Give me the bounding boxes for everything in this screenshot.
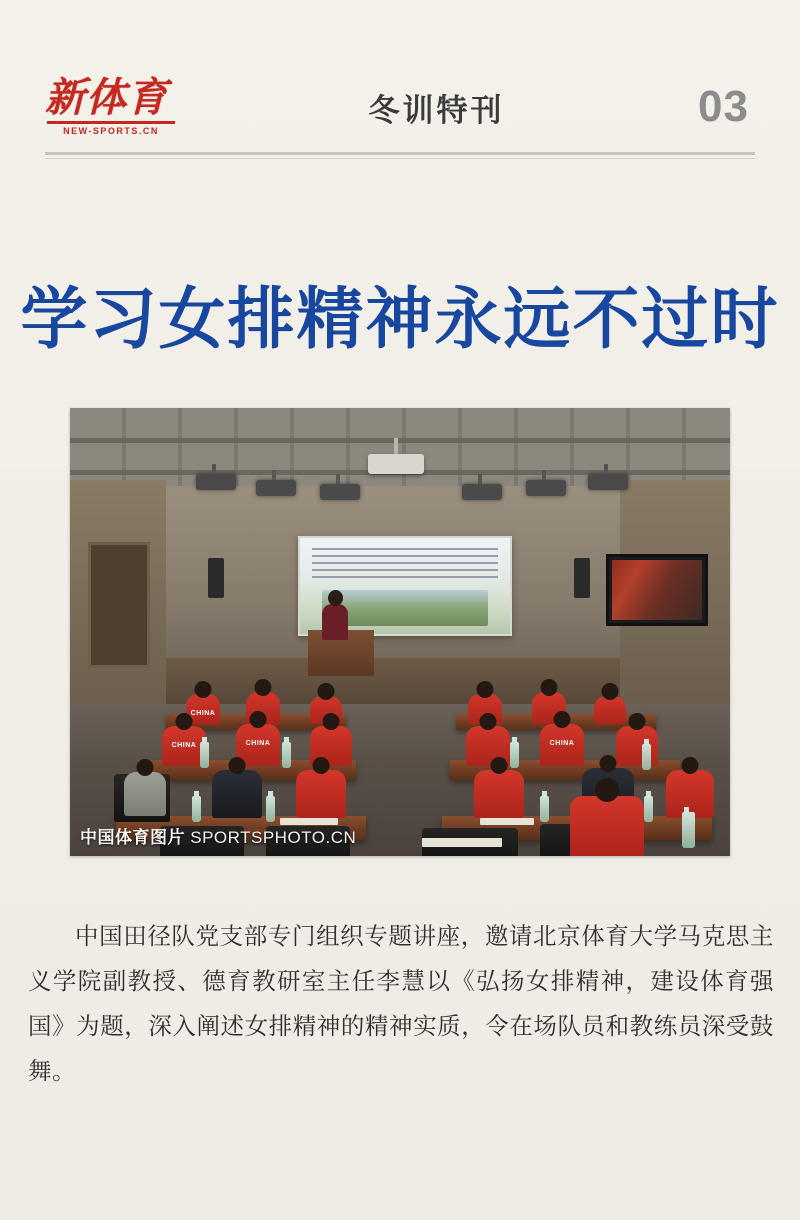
attendee-head bbox=[250, 711, 267, 728]
attendee bbox=[296, 770, 346, 818]
presenter-head bbox=[328, 590, 343, 606]
photo-credit bbox=[80, 823, 356, 848]
wall-monitor bbox=[606, 554, 708, 626]
attendee-head bbox=[176, 713, 193, 730]
article-body: 中国田径队党支部专门组织专题讲座，邀请北京体育大学马克思主义学院副教授、德育教研室主任李慧以《弘扬女排精神，建设体育强国》为题，深入阐述女排精神的精神实质，令在场队员和教练员深受鼓舞。 bbox=[28, 921, 774, 1085]
jersey-label: CHINA bbox=[171, 742, 197, 749]
attendee bbox=[540, 724, 584, 766]
publication-logo[interactable] bbox=[45, 71, 205, 143]
page-title: 学习女排精神永远不过时 bbox=[20, 279, 780, 358]
handout-paper bbox=[422, 838, 502, 847]
attendee-head bbox=[195, 681, 212, 698]
attendee bbox=[666, 770, 714, 818]
water-bottle bbox=[682, 812, 695, 848]
ceiling-lamp bbox=[256, 480, 296, 496]
ceiling-lamp bbox=[196, 474, 236, 490]
jersey-label: CHINA bbox=[190, 710, 216, 717]
water-bottle bbox=[644, 796, 653, 822]
water-bottle bbox=[282, 742, 291, 768]
masthead bbox=[45, 62, 755, 155]
water-bottle bbox=[540, 796, 549, 822]
handout-paper bbox=[480, 818, 534, 825]
attendee-head bbox=[602, 683, 619, 700]
water-bottle bbox=[266, 796, 275, 822]
presenter bbox=[322, 604, 348, 640]
attendee bbox=[474, 770, 524, 818]
left-wall bbox=[70, 480, 166, 710]
article-photo bbox=[70, 408, 730, 856]
logo-underline-rule bbox=[47, 121, 175, 124]
page-number: 03 bbox=[698, 82, 749, 131]
logo-wordmark: 新体育 bbox=[45, 74, 168, 121]
attendee-foreground bbox=[570, 796, 644, 856]
wall-speaker bbox=[208, 558, 224, 598]
attendee bbox=[594, 696, 626, 724]
ceiling-lamp bbox=[462, 484, 502, 500]
jersey-label: CHINA bbox=[549, 740, 575, 747]
attendee-head bbox=[595, 778, 619, 802]
water-bottle bbox=[192, 796, 201, 822]
attendee-head bbox=[480, 713, 497, 730]
attendee-head bbox=[313, 757, 330, 774]
ceiling-lamp bbox=[588, 474, 628, 490]
attendee-head bbox=[629, 713, 646, 730]
attendee-head bbox=[323, 713, 340, 730]
section-title: 冬训特刊 bbox=[368, 92, 505, 129]
photo-credit-cn: 中国体育图片 bbox=[80, 828, 185, 847]
attendee-head bbox=[255, 679, 272, 696]
jersey-label: CHINA bbox=[245, 740, 271, 747]
attendee-head bbox=[491, 757, 508, 774]
water-bottle bbox=[200, 742, 209, 768]
attendee bbox=[212, 770, 262, 818]
attendee-head bbox=[541, 679, 558, 696]
attendee-head bbox=[682, 757, 699, 774]
logo-website-url: NEW-SPORTS.CN bbox=[63, 126, 159, 136]
water-bottle bbox=[510, 742, 519, 768]
attendee-head bbox=[229, 757, 246, 774]
attendee-head bbox=[554, 711, 571, 728]
monitor-screen bbox=[612, 560, 702, 620]
ceiling-beam bbox=[70, 438, 730, 443]
ceiling-lamp bbox=[526, 480, 566, 496]
photo-scene bbox=[70, 408, 730, 856]
photo-credit-en: SPORTSPHOTO.CN bbox=[190, 828, 357, 847]
projector bbox=[368, 454, 424, 474]
attendee bbox=[616, 726, 658, 766]
attendee-head bbox=[477, 681, 494, 698]
water-bottle bbox=[642, 744, 651, 770]
attendee bbox=[124, 772, 166, 816]
ceiling bbox=[70, 408, 730, 488]
wall-speaker bbox=[574, 558, 590, 598]
attendee-head bbox=[600, 755, 617, 772]
slide-text-lines bbox=[312, 548, 498, 582]
ceiling-lamp bbox=[320, 484, 360, 500]
attendee-head bbox=[137, 759, 154, 776]
attendee-head bbox=[318, 683, 335, 700]
